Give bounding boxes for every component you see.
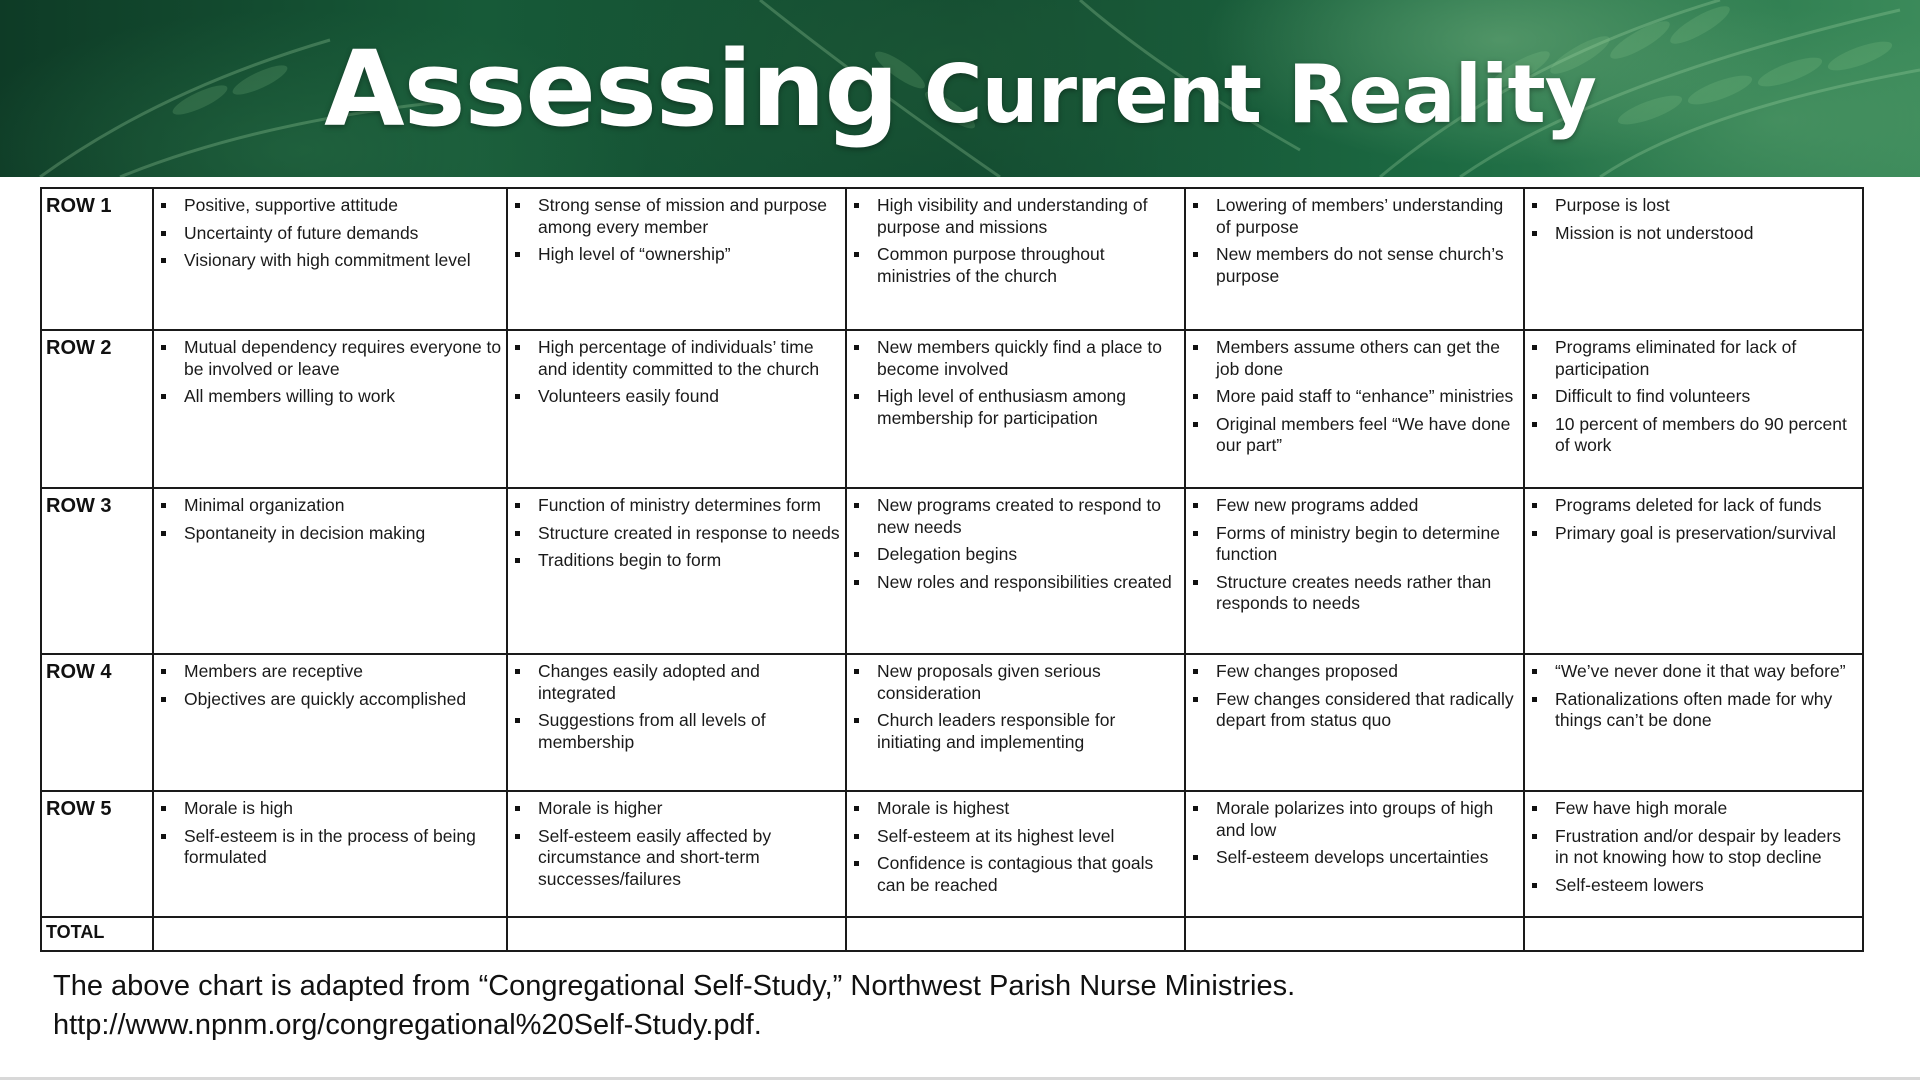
table-cell [153,791,507,917]
list-item: Traditions begin to form [512,550,841,572]
list-item: Members are receptive [158,661,502,683]
bullet-list [1529,337,1858,457]
source-note [53,967,1295,1045]
list-item: High percentage of individuals’ time and identity committed to the church [512,337,841,380]
table-cell [1185,488,1524,654]
list-item: Structure creates needs rather than responds to needs [1190,572,1519,615]
bullet-list [1190,495,1519,615]
list-item: Few changes proposed [1190,661,1519,683]
row-label: ROW 5 [41,791,153,917]
list-item: Self-esteem lowers [1529,875,1858,897]
table-cell [507,654,846,791]
list-item: Few changes considered that radically depart from status quo [1190,689,1519,732]
table-cell [1524,654,1863,791]
list-item: Spontaneity in decision making [158,523,502,545]
row-label: ROW 1 [41,188,153,330]
list-item: Self-esteem at its highest level [851,826,1180,848]
list-item: More paid staff to “enhance” ministries [1190,386,1519,408]
list-item: Purpose is lost [1529,195,1858,217]
total-cell [1185,917,1524,951]
bullet-list [512,798,841,890]
source-citation: The above chart is adapted from “Congregational Self-Study,” Northwest Parish Nurse Ministries. [53,970,1296,1002]
table-row [41,330,1863,488]
list-item: New members do not sense church’s purpose [1190,244,1519,287]
list-item: Programs deleted for lack of funds [1529,495,1858,517]
bullet-list [1529,495,1858,544]
list-item: Delegation begins [851,544,1180,566]
list-item: Difficult to find volunteers [1529,386,1858,408]
list-item: Confidence is contagious that goals can be reached [851,853,1180,896]
bullet-list [512,661,841,753]
list-item: Primary goal is preservation/survival [1529,523,1858,545]
table-cell [846,330,1185,488]
list-item: Minimal organization [158,495,502,517]
bullet-list [851,195,1180,287]
list-item: Few new programs added [1190,495,1519,517]
list-item: Suggestions from all levels of membership [512,710,841,753]
table-cell [153,330,507,488]
table-cell [1185,654,1524,791]
row-label: ROW 4 [41,654,153,791]
bullet-list [851,661,1180,753]
table-cell [1185,188,1524,330]
bullet-list [158,495,502,544]
list-item: Morale is higher [512,798,841,820]
table-cell [1524,791,1863,917]
total-cell [1524,917,1863,951]
bullet-list [512,337,841,408]
list-item: Structure created in response to needs [512,523,841,545]
table-cell [846,488,1185,654]
list-item: Uncertainty of future demands [158,223,502,245]
table-cell [507,488,846,654]
bullet-list [851,798,1180,896]
list-item: Changes easily adopted and integrated [512,661,841,704]
list-item: High visibility and understanding of purpose and missions [851,195,1180,238]
list-item: Morale is high [158,798,502,820]
bullet-list [1529,195,1858,244]
list-item: Frustration and/or despair by leaders in not knowing how to stop decline [1529,826,1858,869]
table-cell [1524,330,1863,488]
list-item: High level of “ownership” [512,244,841,266]
bullet-list [512,195,841,266]
list-item: Forms of ministry begin to determine function [1190,523,1519,566]
table-cell [153,654,507,791]
table-cell [507,188,846,330]
bullet-list [851,495,1180,593]
row-label: ROW 3 [41,488,153,654]
bullet-list [1529,798,1858,896]
list-item: “We’ve never done it that way before” [1529,661,1858,683]
table-row [41,488,1863,654]
total-label: TOTAL [41,917,153,951]
list-item: Mission is not understood [1529,223,1858,245]
page-title [0,0,1920,177]
list-item: Few have high morale [1529,798,1858,820]
bullet-list [512,495,841,572]
bullet-list [158,195,502,272]
row-label: ROW 2 [41,330,153,488]
table-cell [507,330,846,488]
total-cell [507,917,846,951]
list-item: Positive, supportive attitude [158,195,502,217]
source-url: http://www.npnm.org/congregational%20Self-Study.pdf. [53,1009,762,1041]
list-item: Volunteers easily found [512,386,841,408]
table-cell [153,188,507,330]
list-item: New roles and responsibilities created [851,572,1180,594]
title-part-assessing: Assessing [324,27,898,150]
list-item: Common purpose throughout ministries of the church [851,244,1180,287]
list-item: Lowering of members’ understanding of purpose [1190,195,1519,238]
table-cell [1185,330,1524,488]
list-item: Strong sense of mission and purpose among every member [512,195,841,238]
list-item: 10 percent of members do 90 percent of work [1529,414,1858,457]
list-item: Rationalizations often made for why things can’t be done [1529,689,1858,732]
bullet-list [158,798,502,869]
list-item: All members willing to work [158,386,502,408]
table-cell [153,488,507,654]
list-item: High level of enthusiasm among membership for participation [851,386,1180,429]
list-item: New members quickly find a place to become involved [851,337,1180,380]
table-cell [846,188,1185,330]
table-cell [507,791,846,917]
bullet-list [851,337,1180,429]
table-row [41,188,1863,330]
total-cell [153,917,507,951]
list-item: Visionary with high commitment level [158,250,502,272]
total-cell [846,917,1185,951]
table-cell [1524,188,1863,330]
list-item: Self-esteem develops uncertainties [1190,847,1519,869]
table-cell [846,791,1185,917]
list-item: Objectives are quickly accomplished [158,689,502,711]
table-cell [1185,791,1524,917]
list-item: Church leaders responsible for initiating and implementing [851,710,1180,753]
list-item: Members assume others can get the job done [1190,337,1519,380]
bullet-list [158,337,502,408]
title-part-current-reality: Current Reality [923,47,1596,141]
list-item: Programs eliminated for lack of participation [1529,337,1858,380]
list-item: New programs created to respond to new needs [851,495,1180,538]
list-item: Function of ministry determines form [512,495,841,517]
list-item: Self-esteem is in the process of being formulated [158,826,502,869]
table-row [41,654,1863,791]
table-cell [1524,488,1863,654]
list-item: Morale is highest [851,798,1180,820]
list-item: Mutual dependency requires everyone to be involved or leave [158,337,502,380]
total-row [41,917,1863,951]
list-item: Morale polarizes into groups of high and low [1190,798,1519,841]
bullet-list [1190,195,1519,287]
bullet-list [1190,337,1519,457]
list-item: Self-esteem easily affected by circumstance and short-term successes/failures [512,826,841,891]
assessment-table [40,187,1864,952]
bullet-list [1190,798,1519,869]
bullet-list [1529,661,1858,732]
bullet-list [158,661,502,710]
bullet-list [1190,661,1519,732]
list-item: Original members feel “We have done our part” [1190,414,1519,457]
header-banner [0,0,1920,177]
list-item: New proposals given serious consideration [851,661,1180,704]
table-row [41,791,1863,917]
table-cell [846,654,1185,791]
